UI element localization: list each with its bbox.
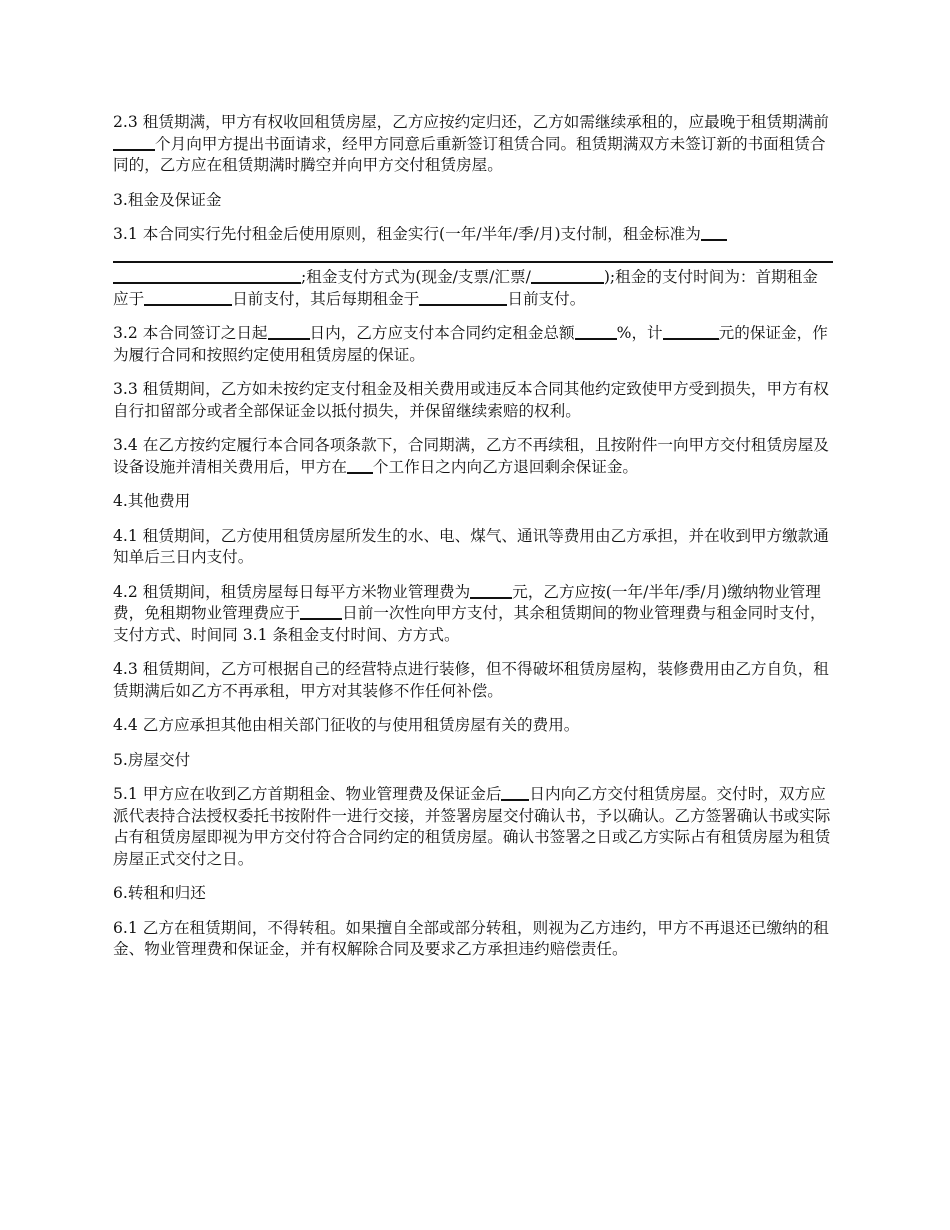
clause-2-3 xyxy=(113,112,833,177)
clause-4-1: 4.1 租赁期间，乙方使用租赁房屋所发生的水、电、煤气、通讯等费用由乙方承担，并在收到甲方缴款通知单后三日内支付。 xyxy=(113,526,829,566)
clause-text: 日内向乙方交付租赁房屋。交付时，双方应派代表持合法授权委托书按附件一进行交接，并签署房屋交付确认书，予以确认。乙方签署确认书或实际占有租赁房屋即视为甲方交付符合合同约定的租赁房屋。确认书签署之日或乙方实际占有租赁房屋为租赁房屋正式交付之日。 xyxy=(113,785,831,868)
section-heading-4: 4.其他费用 xyxy=(113,492,191,510)
clause-text: );租金的支付时间为：首期租金应于 xyxy=(113,268,818,308)
fill-blank[interactable] xyxy=(144,289,232,306)
clause-text: 个工作日之内向乙方退回剩余保证金。 xyxy=(372,457,639,476)
section-heading-3: 3.租金及保证金 xyxy=(113,190,222,209)
fill-blank-full-line[interactable] xyxy=(113,248,833,263)
fill-blank[interactable] xyxy=(268,323,310,340)
clause-text: 2.3 租赁期满，甲方有权收回租赁房屋，乙方应按约定归还，乙方如需继续承租的，应最晚于租赁期满前 xyxy=(113,113,829,131)
clause-text: 3.4 在乙方按约定履行本合同各项条款下，合同期满，乙方不再续租，且按附件一向甲方交付租赁房屋及设备设施并清相关费用后，甲方在 xyxy=(113,436,829,476)
clause-text: 日内，乙方应支付本合同约定租金总额 xyxy=(309,324,575,342)
fill-blank[interactable] xyxy=(419,289,507,306)
fill-blank[interactable] xyxy=(531,267,604,284)
fill-blank[interactable] xyxy=(113,267,301,284)
clause-3-4 xyxy=(113,435,833,478)
section-heading-5: 5.房屋交付 xyxy=(113,750,191,769)
clause-text: 5.1 甲方应在收到乙方首期租金、物业管理费及保证金后 xyxy=(113,785,502,803)
clause-text: 3.2 本合同签订之日起 xyxy=(113,324,268,342)
fill-blank[interactable] xyxy=(501,784,529,801)
clause-text: 日前一次性向甲方支付，其余租赁期间的物业管理费与租金同时支付，支付方式、时间同 3.1 条租金支付时间、方方式。 xyxy=(113,604,826,644)
clause-text: 4.2 租赁期间，租赁房屋每日每平方米物业管理费为 xyxy=(113,582,471,601)
section-heading-6: 6.转租和归还 xyxy=(113,884,206,902)
fill-blank[interactable] xyxy=(470,582,512,599)
fill-blank[interactable] xyxy=(575,323,617,340)
clause-5-1 xyxy=(113,784,833,870)
clause-text: ;租金支付方式为(现金/支票/汇票/ xyxy=(301,268,531,286)
contract-page xyxy=(113,112,833,974)
fill-blank[interactable] xyxy=(113,134,155,151)
clause-3-1 xyxy=(113,224,833,310)
clause-text: 日前支付，其后每期租金于 xyxy=(232,289,420,308)
fill-blank[interactable] xyxy=(701,224,727,241)
fill-blank[interactable] xyxy=(663,323,719,340)
clause-6-1: 6.1 乙方在租赁期间，不得转租。如果擅自全部或部分转租，则视为乙方违约，甲方不再退还已缴纳的租金、物业管理费和保证金，并有权解除合同及要求乙方承担违约赔偿责任。 xyxy=(113,918,829,958)
clause-text: 3.1 本合同实行先付租金后使用原则，租金实行(一年/半年/季/月)支付制，租金标准为 xyxy=(113,225,701,243)
clause-text: 元的保证金，作为履行合同和按照约定使用租赁房屋的保证。 xyxy=(113,324,828,364)
fill-blank[interactable] xyxy=(347,457,373,474)
clause-4-4: 4.4 乙方应承担其他由相关部门征收的与使用租赁房屋有关的费用。 xyxy=(113,716,580,734)
clause-3-3: 3.3 租赁期间，乙方如未按约定支付租金及相关费用或违反本合同其他约定致使甲方受到损失，甲方有权自行扣留部分或者全部保证金以抵付损失，并保留继续索赔的权利。 xyxy=(113,380,829,420)
clause-text: %，计 xyxy=(616,324,663,342)
clause-text: 元，乙方应按(一年/半年/季/月)缴纳物业管理费，免租期物业管理费应于 xyxy=(113,582,821,622)
fill-blank[interactable] xyxy=(300,603,342,620)
clause-4-2 xyxy=(113,582,833,647)
clause-text: 日前支付。 xyxy=(507,289,586,308)
clause-3-2 xyxy=(113,323,833,366)
clause-text: 个月向甲方提出书面请求，经甲方同意后重新签订租赁合同。租赁期满双方未签订新的书面租赁合同的，乙方应在租赁期满时腾空并向甲方交付租赁房屋。 xyxy=(113,134,826,174)
clause-4-3: 4.3 租赁期间，乙方可根据自己的经营特点进行装修，但不得破坏租赁房屋构，装修费用由乙方自负，租赁期满后如乙方不再承租，甲方对其装修不作任何补偿。 xyxy=(113,660,829,700)
